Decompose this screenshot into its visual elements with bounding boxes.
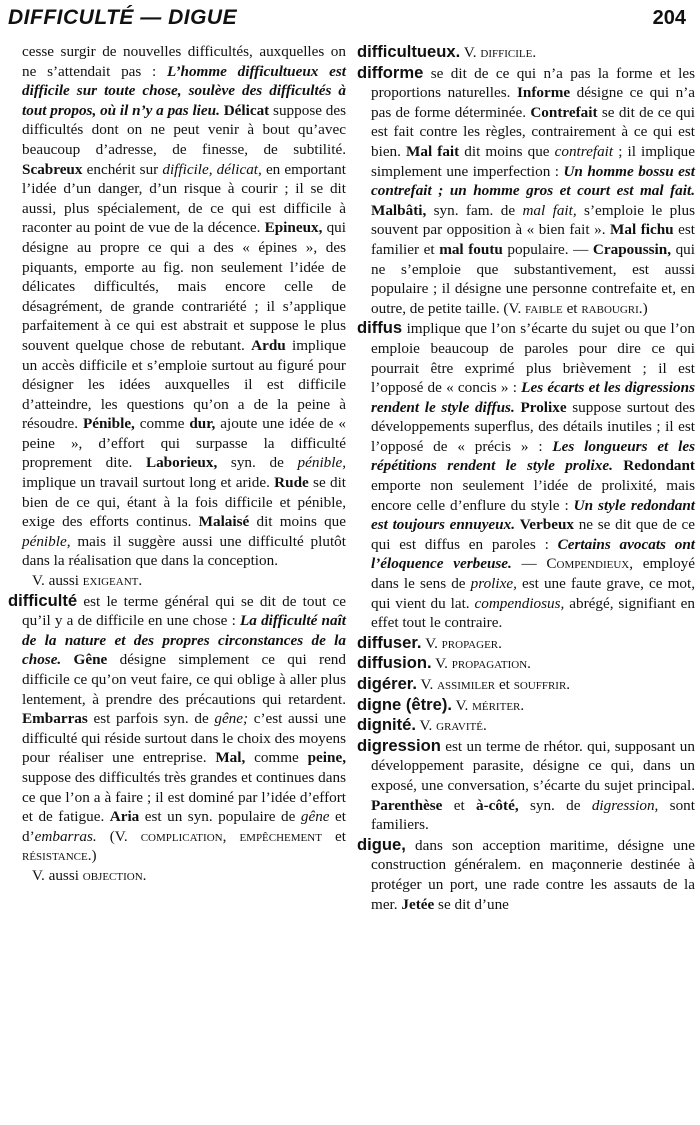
entry-difficultueux: difficultueux. V. difficile. <box>357 42 537 61</box>
see-also-exigeant: V. aussi exigeant. <box>32 572 143 590</box>
entry-digression: digression est un terme de rhétor. qui, supposant un développement parasite, désigne ce qui, dans un exposé, une conversation, s’écarte du sujet principal. Parenthèse et à-côté, syn. de digression, sont familiers. <box>357 735 695 834</box>
entry-digue: digue, dans son acception maritime, désigne une construction généralem. en maçonnerie destinée à protéger un port, une rade contre les assauts de la mer. Jetée se dit d’une <box>357 834 695 913</box>
page-header <box>8 6 686 36</box>
page-number: 204 <box>652 7 686 29</box>
entry-difforme: difforme se dit de ce qui n’a pas la forme et les proportions naturelles. Informe désigne ce qui n’a pas de forme déterminée. Contrefait se dit de ce qui est fait contre les règles, contrairement à ce qui est bien. Mal fait dit moins que contrefait ; il implique simplement une imperfection : Un homme bossu est contrefait ; un homme gros et court est mal fait. Malbâti, syn. fam. de mal fait, s’emploie le plus souvent par opposition à « bien fait ». Mal fichu est familier et mal foutu populaire. — Crapoussin, qui ne s’emploie que substantivement, est aussi populaire ; il désigne une personne contrefaite et, en outre, de petite taille. (V. faible et rabougri.) <box>357 62 696 317</box>
entry-difficulte: difficulté est le terme général qui se dit de tout ce qu’il y a de difficile en une chose : La difficulté naît de la nature et des propres circonstances de la chose. Gêne désigne simplement ce qui rend difficile ce qu’on veut faire, ce qui oblige à aller plus lentement, à prendre des précautions qui retardent. Embarras est parfois syn. de gêne; c’est aussi une difficulté qui réside surtout dans le choix des moyens pour réaliser une entreprise. Mal, comme peine, suppose des difficultés très grandes et continues dans ce que l’on a à faire ; il est dominé par l’idée d’effort et de fatigue. Aria est un syn. populaire de gêne et d’embarras. (V. complication, empêchement et résistance.) <box>8 590 347 865</box>
entry-diffusion: diffusion. V. propagation. <box>357 653 531 673</box>
entry-diffus: diffus implique que l’on s’écarte du sujet ou que l’on emploie beaucoup de paroles pour dire ce qui pourrait être exprimé plus brièvement ; il est l’opposé de « concis » : Les écarts et les digressions rendent le style diffus. Prolixe suppose surtout des développements superflus, des détails inutiles ; il est l’opposé de « précis » : Les longueurs et les répétitions rendent le style prolixe. Redondant emporte non seulement l’idée de prolixité, mais encore celle d’enflure du style : Un style redondant est toujours ennuyeux. Verbeux ne se dit que de ce qui est diffus en paroles : Certains avocats ont l’éloquence verbeuse. — Compendieux, employé dans le sens de prolixe, est une faute grave, ce mot, qui vient du lat. compendiosus, abrégé, signifiant en effet tout le contraire. <box>357 318 696 632</box>
entry-difficultueux-continued: cesse surgir de nouvelles difficultés, auxquelles on ne s’attendait pas : L’homme difficultueux est difficile sur toute chose, soulève des difficultés à tout propos, où il n’y a pas lieu. Délicat suppose des difficultés dont on ne peut venir à bout qu’avec beaucoup d’adresse, de finesse, de subtilité. Scabreux enchérit sur difficile, délicat, en emportant l’idée d’un danger, d’un risque à courir ; il se dit aussi, plus spécialement, de ce qui est difficile à raconter au point de vue de la décence. Epineux, qui désigne au propre ce qui a des « épines », des piquants, emporte au fig. non seulement l’idée de délicates difficultés, mais encore celle de désagrément, de grande contrariété ; il s’applique parfaitement à ce qui est abstrait et suppose le plus souvent quelque chose de rebutant. Ardu implique un accès difficile et s’emploie surtout au figuré pour désigner les idées auxquelles il est difficile d’atteindre, les questions qu’on a de la peine à résoudre. Pénible, comme dur, ajoute une idée de « peine », d’effort qui surpasse la difficulté proprement dite. Laborieux, syn. de pénible, implique un travail surtout long et aride. Rude se dit bien de ce qui, étant à la fois difficile et pénible, exige des efforts continus. Malaisé dit moins que pénible, mais il suggère aussi une difficulté plutôt dans la réalisation que dans la conception. <box>22 43 347 570</box>
left-column <box>8 42 346 886</box>
running-head: DIFFICULTÉ — DIGUE <box>8 6 238 29</box>
right-column <box>357 42 695 914</box>
entry-diffuser: diffuser. V. propager. <box>357 632 502 652</box>
entry-digne: digne (être). V. mériter. <box>357 694 525 714</box>
entry-digerer: digérer. V. assimiler et souffrir. <box>357 674 571 693</box>
entry-dignite: dignité. V. gravité. <box>357 715 487 735</box>
see-also-objection: V. aussi objection. <box>32 866 147 884</box>
